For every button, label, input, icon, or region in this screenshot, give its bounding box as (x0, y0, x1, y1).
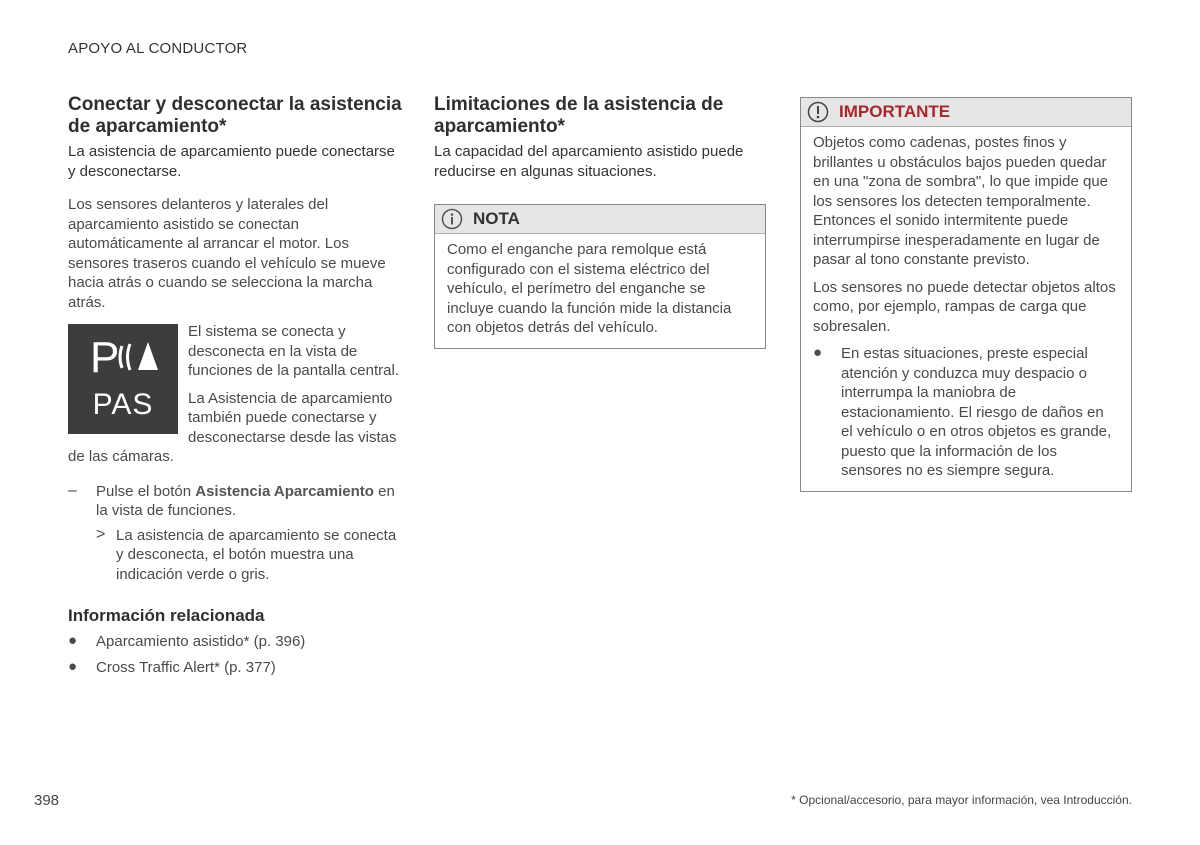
lead-limitations: La capacidad del aparcamiento asistido puede reducirse en algunas situaciones. (434, 143, 744, 180)
related-link-2[interactable] (68, 658, 404, 678)
step-press-button (68, 482, 404, 521)
note-header (435, 205, 765, 234)
column-limitations (434, 94, 766, 349)
result-text: La asistencia de aparcamiento se conecta y desconecta, el botón muestra una indicación verde o gris. (116, 526, 397, 583)
related-link-text: Cross Traffic Alert* (p. 377) (96, 658, 276, 676)
warning-icon (807, 101, 829, 123)
pas-icon-label: PAS (92, 388, 154, 421)
pas-text-2: La Asistencia de aparcamiento también puede conectarse y desconectarse desde las vistas de las cámaras. (68, 389, 397, 465)
section-header: APOYO AL CONDUCTOR (68, 40, 248, 57)
bullet-icon: ● (68, 657, 78, 675)
section-title-limitations: Limitaciones de la asistencia de aparcamiento* (434, 94, 724, 137)
note-box (434, 204, 766, 349)
related-link-text: Aparcamiento asistido* (p. 396) (96, 633, 306, 650)
related-info-title: Información relacionada (68, 606, 265, 625)
related-link-1[interactable] (68, 632, 404, 652)
note-title: NOTA (473, 209, 520, 228)
step-button-name: Asistencia Aparcamiento (195, 482, 374, 500)
important-header (801, 98, 1131, 127)
footer-note: * Opcional/accesorio, para mayor información, vea Introducción. (791, 793, 1132, 807)
important-paragraph-2: Los sensores no puede detectar objetos altos como, por ejemplo, rampas de carga que sobresalen. (813, 278, 1116, 335)
important-box (800, 97, 1132, 492)
lead-connect: La asistencia de aparcamiento puede conectarse y desconectarse. (68, 143, 395, 180)
result-marker: > (96, 525, 106, 543)
bullet-icon: ● (813, 344, 823, 361)
bullet-icon: ● (68, 632, 78, 649)
section-title-connect: Conectar y desconectar la asistencia de aparcamiento* (68, 94, 402, 137)
pas-button-icon (68, 324, 178, 434)
important-title: IMPORTANTE (839, 102, 951, 121)
info-icon (441, 208, 463, 230)
note-text: Como el enganche para remolque está configurado con el sistema eléctrico del vehículo, el perímetro del enganche se incluye cuando la función mide la distancia con objetos detrás del vehículo. (447, 241, 732, 336)
svg-text:P: P (90, 333, 120, 382)
important-bullet (813, 344, 1119, 481)
important-paragraph-1: Objetos como cadenas, postes finos y brillantes u obstáculos bajos pueden quedar en una "zona de sombra", lo que impide que los sensores los detecten temporalmente. Entonces el sonido intermitente puede interrumpirse inesperadamente en lugar de pasar al tono constante previsto. (813, 134, 1109, 268)
step-prefix: Pulse el botón (96, 482, 196, 500)
step-result (68, 526, 404, 585)
step-marker: – (68, 481, 77, 499)
column-important (800, 94, 1132, 492)
column-connect-parking-assist (68, 94, 404, 677)
pas-text-1: El sistema se conecta y desconecta en la vista de funciones de la pantalla central. (188, 323, 399, 379)
important-bullet-text: En estas situaciones, preste especial atención y conduzca muy despacio o interrumpa la maniobra de estacionamiento. El riesgo de daños en el vehículo o en otros objetos es grande, puesto que la información de los sensores no es siempre segura. (841, 345, 1112, 479)
step-suffix: en la vista de funciones. (96, 482, 395, 519)
pas-block (68, 322, 404, 467)
page-number: 398 (34, 792, 60, 809)
body-sensors: Los sensores delanteros y laterales del aparcamiento asistido se conectan automáticamente al arrancar el motor. Los sensores traseros cuando el vehículo se mueve hacia atrás o cuando se selecciona la marcha atrás. (68, 196, 386, 311)
